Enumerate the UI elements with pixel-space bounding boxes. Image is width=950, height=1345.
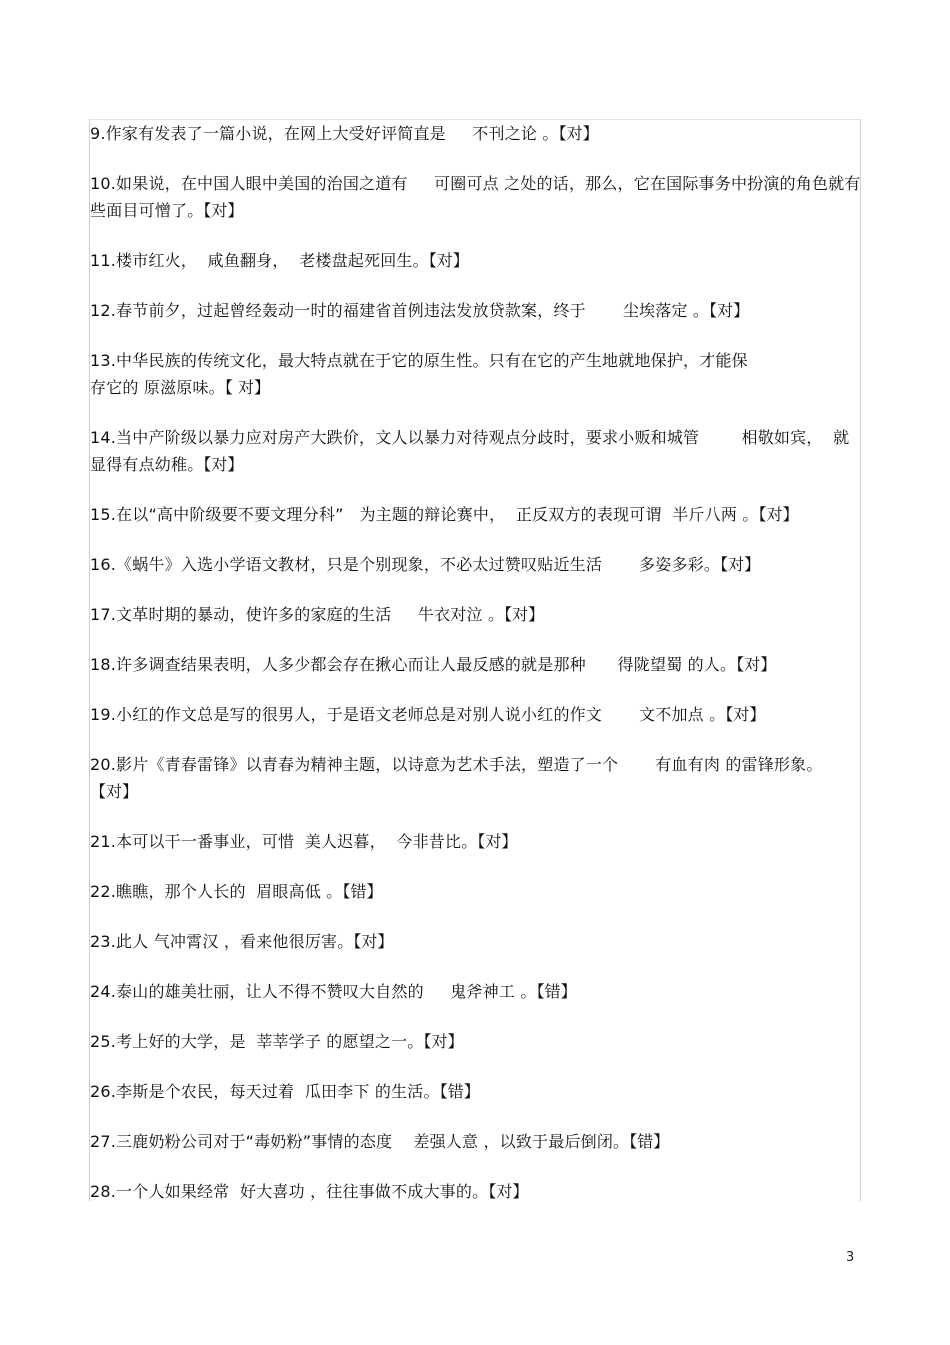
answer-mark: 【错】 <box>536 982 577 1001</box>
list-item: 15.在以“高中阶级要不要文理分科” 为主题的辩论赛中， 正反双方的表现可谓 半斤八两 。【对】 <box>90 505 799 524</box>
answer-mark: 【对】 <box>203 455 244 474</box>
list-item: 13.中华民族的传统文化，最大特点就在于它的原生性。只有在它的产生地就地保护，才能保 存它的 原滋原味。【 对】 <box>90 351 748 397</box>
answer-mark: 【对】 <box>720 555 761 574</box>
list-item: 16.《蜗牛》入选小学语文教材，只是个别现象，不必太过赞叹贴近生活 多姿多彩。【对】 <box>90 555 761 574</box>
answer-mark: 【对】 <box>725 705 766 724</box>
list-item: 20.影片《青春雷锋》以青春为精神主题，以诗意为艺术手法，塑造了一个 有血有肉 的雷锋形象。【对】 <box>90 755 823 801</box>
answer-mark: 【对】 <box>203 201 244 220</box>
list-item: 9.作家有发表了一篇小说，在网上大受好评简直是 不刊之论 。【对】 <box>90 124 599 143</box>
list-item: 18.许多调查结果表明，人多少都会存在揪心而让人最反感的就是那种 得陇望蜀 的人。【对】 <box>90 655 777 674</box>
list-item: 17.文革时期的暴动，使许多的家庭的生活 牛衣对泣 。【对】 <box>90 605 545 624</box>
answer-mark: 【错】 <box>439 1082 480 1101</box>
page-number: 3 <box>846 1250 855 1265</box>
answer-mark: 【对】 <box>477 832 518 851</box>
list-item: 21.本可以干一番事业，可惜 美人迟暮， 今非昔比。【对】 <box>90 832 518 851</box>
question-list <box>90 120 862 1228</box>
list-item: 12.春节前夕，过起曾经轰动一时的福建省首例违法发放贷款案，终于 尘埃落定 。【对】 <box>90 301 750 320</box>
list-item: 27.三鹿奶粉公司对于“毒奶粉”事情的态度 差强人意 ，以致于最后倒闭。【错】 <box>90 1132 670 1151</box>
list-item: 23.此人 气冲霄汉 ，看来他很厉害。【对】 <box>90 932 394 951</box>
answer-mark: 【对】 <box>504 605 545 624</box>
list-item: 28.一个人如果经常 好大喜功 ，往往事做不成大事的。【对】 <box>90 1182 529 1201</box>
list-item: 25.考上好的大学，是 莘莘学子 的愿望之一。【对】 <box>90 1032 464 1051</box>
list-item: 19.小红的作文总是写的很男人，于是语文老师总是对别人说小红的作文 文不加点 。【对】 <box>90 705 766 724</box>
list-item: 24.泰山的雄美壮丽，让人不得不赞叹大自然的 鬼斧神工 。【错】 <box>90 982 577 1001</box>
answer-mark: 【对】 <box>90 782 139 801</box>
answer-mark: 【对】 <box>488 1182 529 1201</box>
answer-mark: 【对】 <box>758 505 799 524</box>
answer-mark: 【对】 <box>428 251 469 270</box>
list-item: 14.当中产阶级以暴力应对房产大跌价，文人以暴力对待观点分歧时，要求小贩和城管 相敬如宾， 就显得有点幼稚。【对】 <box>90 428 850 474</box>
answer-mark: 【错】 <box>342 882 383 901</box>
list-item: 22.瞧瞧，那个人长的 眉眼高低 。【错】 <box>90 882 383 901</box>
answer-mark: 【错】 <box>629 1132 670 1151</box>
answer-mark: 【对】 <box>558 124 599 143</box>
answer-mark: 【 对】 <box>224 378 270 397</box>
list-item: 10.如果说，在中国人眼中美国的治国之道有 可圈可点 之处的话，那么，它在国际事务中扮演的角色就有些面目可憎了。【对】 <box>90 174 861 220</box>
list-item: 11.楼市红火， 咸鱼翻身， 老楼盘起死回生。【对】 <box>90 251 469 270</box>
answer-mark: 【对】 <box>736 655 777 674</box>
answer-mark: 【对】 <box>353 932 394 951</box>
answer-mark: 【对】 <box>709 301 750 320</box>
answer-mark: 【对】 <box>423 1032 464 1051</box>
list-item: 26.李斯是个农民，每天过着 瓜田李下 的生活。【错】 <box>90 1082 480 1101</box>
